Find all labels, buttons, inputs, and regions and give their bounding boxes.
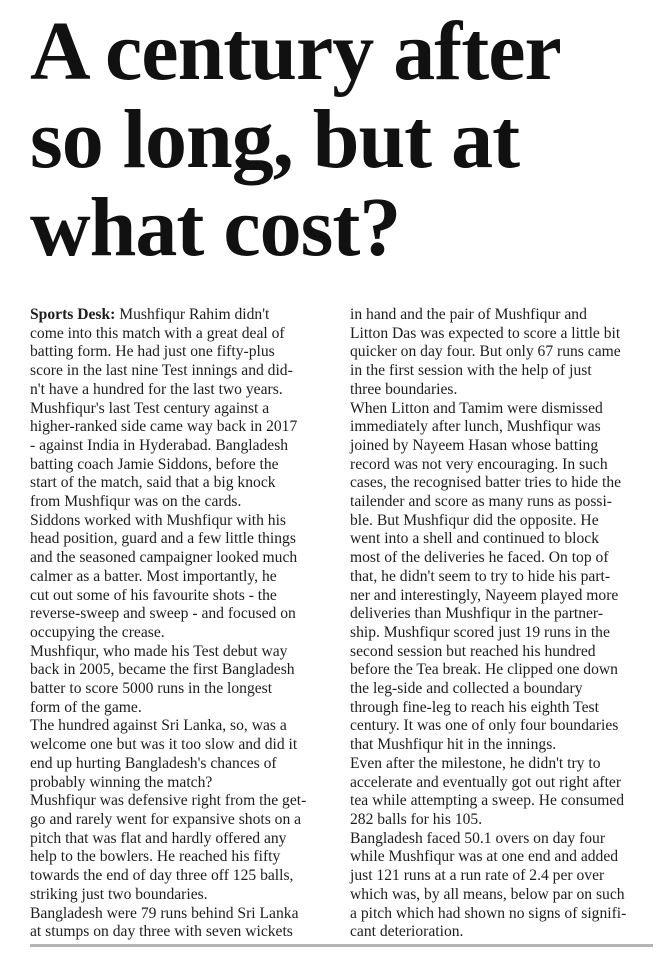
text-line: pitch that was flat and hardly offered any [30,829,287,847]
text-line: score in the last nine Test innings and did- [30,362,293,380]
text-line: immediately after lunch, Mushfiqur was [350,418,601,436]
article-body [30,306,654,942]
article-paragraph [30,512,334,643]
text-line: 282 balls for his 105. [350,810,483,828]
text-line: Mushfiqur, who made his Test debut way [30,642,288,660]
text-line: just 121 runs at a run rate of 2.4 per over [350,867,605,885]
text-line: head position, guard and a few little things [30,530,296,548]
text-line: three boundaries. [350,380,458,398]
text-line: occupying the crease. [30,623,165,641]
text-line: before the Tea break. He clipped one down [350,661,618,679]
text-line: probably winning the match? [30,773,213,791]
text-line: record was not very encouraging. In such [350,455,608,473]
text-line: Mushfiqur was defensive right from the get- [30,792,307,810]
article-headline [30,0,653,272]
text-line: century. It was one of only four boundaries [350,717,619,735]
text-line: batter to score 5000 runs in the longest [30,680,273,698]
text-line: calmer as a batter. Most importantly, he [30,567,277,585]
article-paragraph [30,306,334,512]
text-line: higher-ranked side came way back in 2017 [30,418,298,436]
text-line: batting coach Jamie Siddons, before the [30,455,279,473]
article-paragraph [350,755,654,830]
text-line: reverse-sweep and sweep - and focused on [30,605,296,623]
text-line: Litton Das was expected to score a little bit [350,324,621,342]
text-line: Bangladesh faced 50.1 overs on day four [350,829,606,847]
text-line: in hand and the pair of Mushfiqur and [350,306,587,323]
text-line: tea while attempting a sweep. He consumed [350,792,625,810]
text-line: welcome one but was it too slow and did it [30,736,298,754]
article-paragraph [350,400,654,755]
text-line: ner and interestingly, Nayeem played more [350,586,619,604]
text-line: from Mushfiqur was on the cards. [30,493,242,511]
text-line: towards the end of day three off 125 balls, [30,867,294,885]
text-line: Siddons worked with Mushfiqur with his [30,511,287,529]
text-line: at stumps on day three with seven wickets [30,923,293,941]
text-line: The hundred against Sri Lanka, so, was a [30,717,287,735]
headline-line: what cost? [30,181,401,274]
text-line: the leg-side and collected a boundary [350,680,583,698]
text-line: in the first session with the help of just [350,362,592,380]
text-line: accelerate and eventually got out right after [350,773,622,791]
text-line: cases, the recognised batter tries to hide the [350,474,622,492]
article-column-left [30,306,334,942]
text-line: most of the deliveries he faced. On top of [350,549,609,567]
text-line: and the seasoned campaigner looked much [30,549,298,567]
text-line: go and rarely went for expansive shots on a [30,810,302,828]
text-line: that, he didn't seem to try to hide his part- [350,567,611,585]
text-line: striking just two boundaries. [30,885,208,903]
text-line: end up hurting Bangladesh's chances of [30,754,277,772]
article-paragraph [30,792,334,904]
text-line: - against India in Hyderabad. Bangladesh [30,436,289,454]
headline-line: so long, but at [30,93,520,186]
text-line: joined by Nayeem Hasan whose batting [350,436,599,454]
text-line: come into this match with a great deal of [30,324,285,342]
text-line: a pitch which had shown no signs of signifi- [350,904,627,922]
text-line: while Mushfiqur was at one end and added [350,848,619,866]
text-line: deliveries than Mushfiqur in the partner- [350,605,604,623]
article-paragraph [30,905,334,942]
text-line: second session but reached his hundred [350,642,596,660]
text-line: ble. But Mushfiqur did the opposite. He [350,511,599,529]
text-line: Even after the milestone, he didn't try to [350,754,601,772]
text-line: through fine-leg to reach his eighth Test [350,698,599,716]
bottom-divider [30,944,653,947]
text-line: n't have a hundred for the last two years. [30,380,283,398]
text-line: Bangladesh were 79 runs behind Sri Lanka [30,904,299,922]
text-line: tailender and score as many runs as possi- [350,493,612,511]
text-line: cant deterioration. [350,923,464,941]
text-line: went into a shell and continued to block [350,530,600,548]
text-line: start of the match, said that a big knock [30,474,276,492]
text-line: cut out some of his favourite shots - the [30,586,277,604]
article-paragraph [30,643,334,718]
text-line: Mushfiqur's last Test century against a [30,399,270,417]
article-paragraph [350,306,654,400]
text-line: Mushfiqur Rahim didn't [119,306,270,323]
text-line: form of the game. [30,698,142,716]
headline-line: A century after [30,5,561,98]
article-paragraph [30,717,334,792]
text-line: help to the bowlers. He reached his fifty [30,848,281,866]
text-line: back in 2005, became the first Bangladesh [30,661,295,679]
text-line: which was, by all means, below par on such [350,885,625,903]
article-column-right [350,306,654,942]
text-line: quicker on day four. But only 67 runs came [350,343,621,361]
text-line: batting form. He had just one fifty-plus [30,343,275,361]
byline: Sports Desk: [30,306,120,323]
article-paragraph [350,830,654,942]
text-line: ship. Mushfiqur scored just 19 runs in the [350,623,610,641]
text-line: that Mushfiqur hit in the innings. [350,736,557,754]
text-line: When Litton and Tamim were dismissed [350,399,603,417]
